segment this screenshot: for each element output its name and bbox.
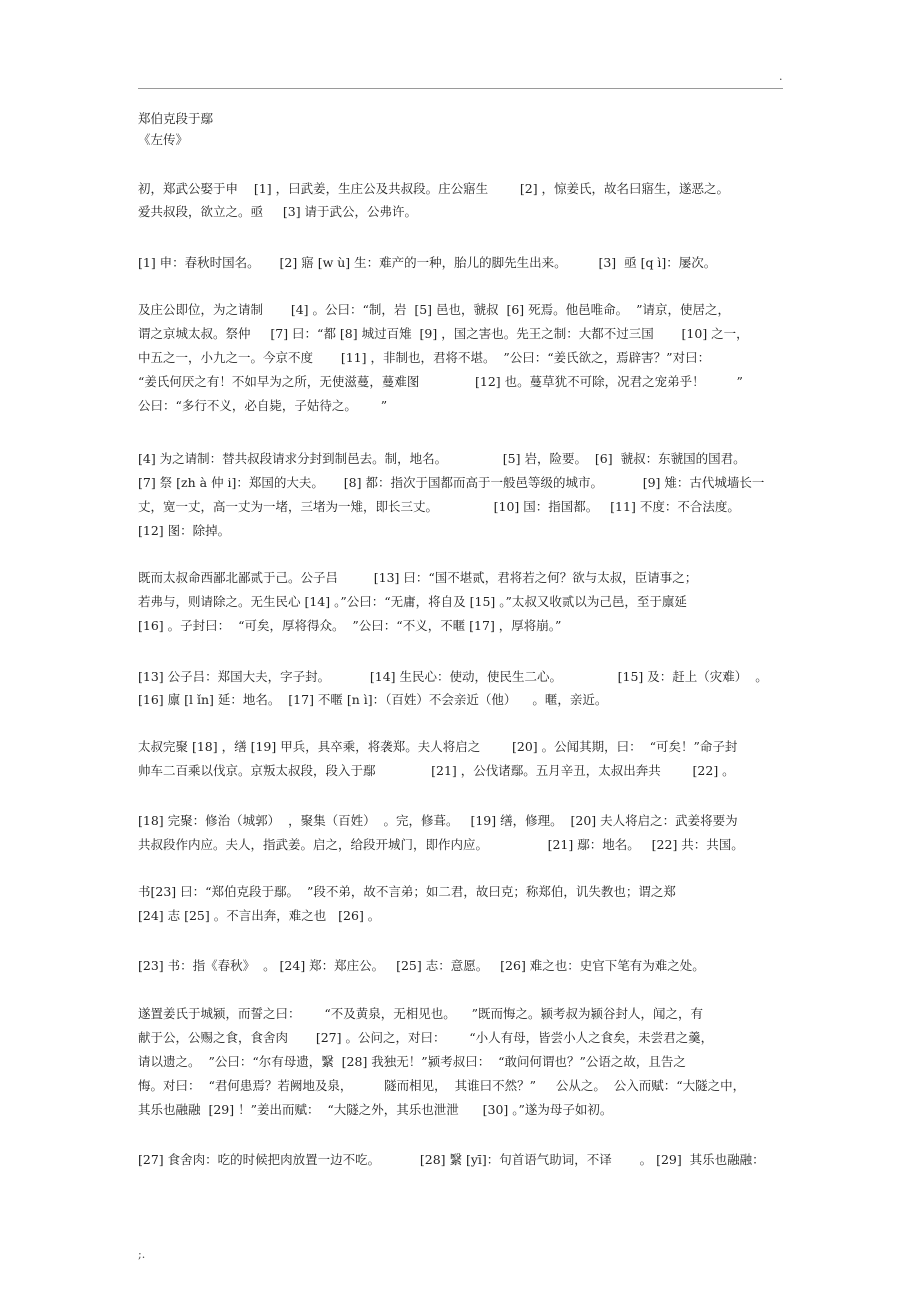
- text-line: 谓之京城太叔。祭仲 [7] 曰：“都 [8] 城过百雉 [9] ，国之害也。先王之制：大都不过三国 [10] 之一，: [138, 326, 749, 341]
- text-line: [12] 图：除掉。: [138, 523, 231, 538]
- text-line: 丈，宽一丈，高一丈为一堵，三堵为一雉，即长三丈。 [10] 国：指国都。 [11] 不度：不合法度。: [138, 499, 740, 514]
- text-line: [27] 食舍肉：吃的时候把肉放置一边不吃。 [28] 繄 [yī]：句首语气助词，不译 。 [29] 其乐也融融：: [138, 1152, 765, 1167]
- text-line: 共叔段作内应。夫人，指武姜。启之，给段开城门，即作内应。 [21] 鄢：地名。 [22] 共：共国。: [138, 837, 744, 852]
- text-line: 书[23] 曰：“郑伯克段于鄢。 ”段不弟，故不言弟；如二君，故曰克；称郑伯，讥失教也；谓之郑: [138, 884, 676, 899]
- source-label: 《左传》: [138, 132, 189, 147]
- text-line: 爱共叔段，欲立之。亟 [3] 请于武公，公弗许。: [138, 204, 418, 219]
- text-line: 献于公，公赐之食，食舍肉 [27] 。公问之，对曰： “小人有母，皆尝小人之食矣，未尝君之羹，: [138, 1030, 714, 1045]
- text-line: [13] 公子吕：郑国大夫，字子封。 [14] 生民心：使动，使民生二心。 [15] 及：赶上（灾难） 。: [138, 669, 768, 684]
- header-corner-mark: .: [779, 70, 783, 83]
- text-line: 太叔完聚 [18] ，缮 [19] 甲兵，具卒乘，将袭郑。夫人将启之 [20] 。公闻其期，曰： “可矣！”命子封: [138, 739, 738, 754]
- text-line: [16] 。子封曰： “可矣，厚将得众。 ”公曰：“不义，不暱 [17] ，厚将崩。”: [138, 618, 562, 633]
- page-title: 郑伯克段于鄢: [138, 111, 214, 126]
- text-line: 中五之一，小九之一。今京不度 [11] ，非制也，君将不堪。 ”公曰：“姜氏欲之，焉辟害？”对曰：: [138, 350, 711, 365]
- text-line: [24] 志 [25] 。不言出奔，难之也 [26] 。: [138, 908, 381, 923]
- header-rule: [138, 88, 783, 89]
- text-line: [7] 祭 [zh à 仲 i]：郑国的大夫。 [8] 都：指次于国都而高于一般邑等级的城市。 [9] 雉：古代城墙长一: [138, 475, 765, 490]
- text-line: 请以遗之。 ”公曰：“尔有母遗，繄 [28] 我独无！”颍考叔曰： “敢问何谓也？”公语之故，且告之: [138, 1054, 686, 1069]
- footer-mark: ;.: [138, 1248, 146, 1261]
- text-line: 帅车二百乘以伐京。京叛太叔段，段入于鄢 [21] ，公伐诸鄢。五月辛丑，太叔出奔共 [22] 。: [138, 763, 735, 778]
- text-line: 若弗与，则请除之。无生民心 [14] 。”公曰：“无庸，将自及 [15] 。”太叔又收贰以为己邑，至于廪延: [138, 594, 687, 609]
- text-line: 公曰：“多行不义，必自毙，子姑待之。 ”: [138, 398, 388, 413]
- text-line: “姜氏何厌之有！不如早为之所，无使滋蔓，蔓难图 [12] 也。蔓草犹不可除，况君之宠弟乎！ ”: [138, 374, 743, 389]
- text-line: 悔。对曰： “君何患焉？若阙地及泉， 隧而相见， 其谁曰不然？” 公从之。 公入而赋：“大隧之中，: [138, 1078, 746, 1093]
- text-line: [16] 廪 [l ǐn] 延：地名。 [17] 不暱 [n ì]：（百姓）不会亲近（他） 。暱，亲近。: [138, 692, 608, 707]
- text-line: 遂置姜氏于城颍，而誓之曰： “不及黄泉，无相见也。 ”既而悔之。颍考叔为颍谷封人，闻之，有: [138, 1006, 704, 1021]
- text-line: [1] 申：春秋时国名。 [2] 寤 [w ù] 生：难产的一种，胎儿的脚先生出来。 [3] 亟 [q ì]：屡次。: [138, 255, 717, 270]
- text-line: [4] 为之请制：替共叔段请求分封到制邑去。制，地名。 [5] 岩，险要。 [6] 虢叔：东虢国的国君。: [138, 451, 746, 466]
- text-line: 其乐也融融 [29] ！”姜出而赋： “大隧之外，其乐也泄泄 [30] 。”遂为母子如初。: [138, 1102, 613, 1117]
- text-line: 及庄公即位，为之请制 [4] 。公曰：“制，岩 [5] 邑也，虢叔 [6] 死焉。他邑唯命。 ”请京，使居之，: [138, 302, 730, 317]
- text-line: [23] 书：指《春秋》 。 [24] 郑：郑庄公。 [25] 志：意愿。 [26] 难之也：史官下笔有为难之处。: [138, 958, 705, 973]
- text-line: [18] 完聚：修治（城郭） ，聚集（百姓） 。完，修葺。 [19] 缮，修理。 [20] 夫人将启之：武姜将要为: [138, 813, 738, 828]
- text-line: 既而太叔命西鄙北鄙贰于己。公子吕 [13] 曰：“国不堪贰，君将若之何？欲与太叔，臣请事之；: [138, 570, 698, 585]
- text-line: 初，郑武公娶于申 [1] ，曰武姜，生庄公及共叔段。庄公寤生 [2] ，惊姜氏，故名曰寤生，遂恶之。: [138, 181, 730, 196]
